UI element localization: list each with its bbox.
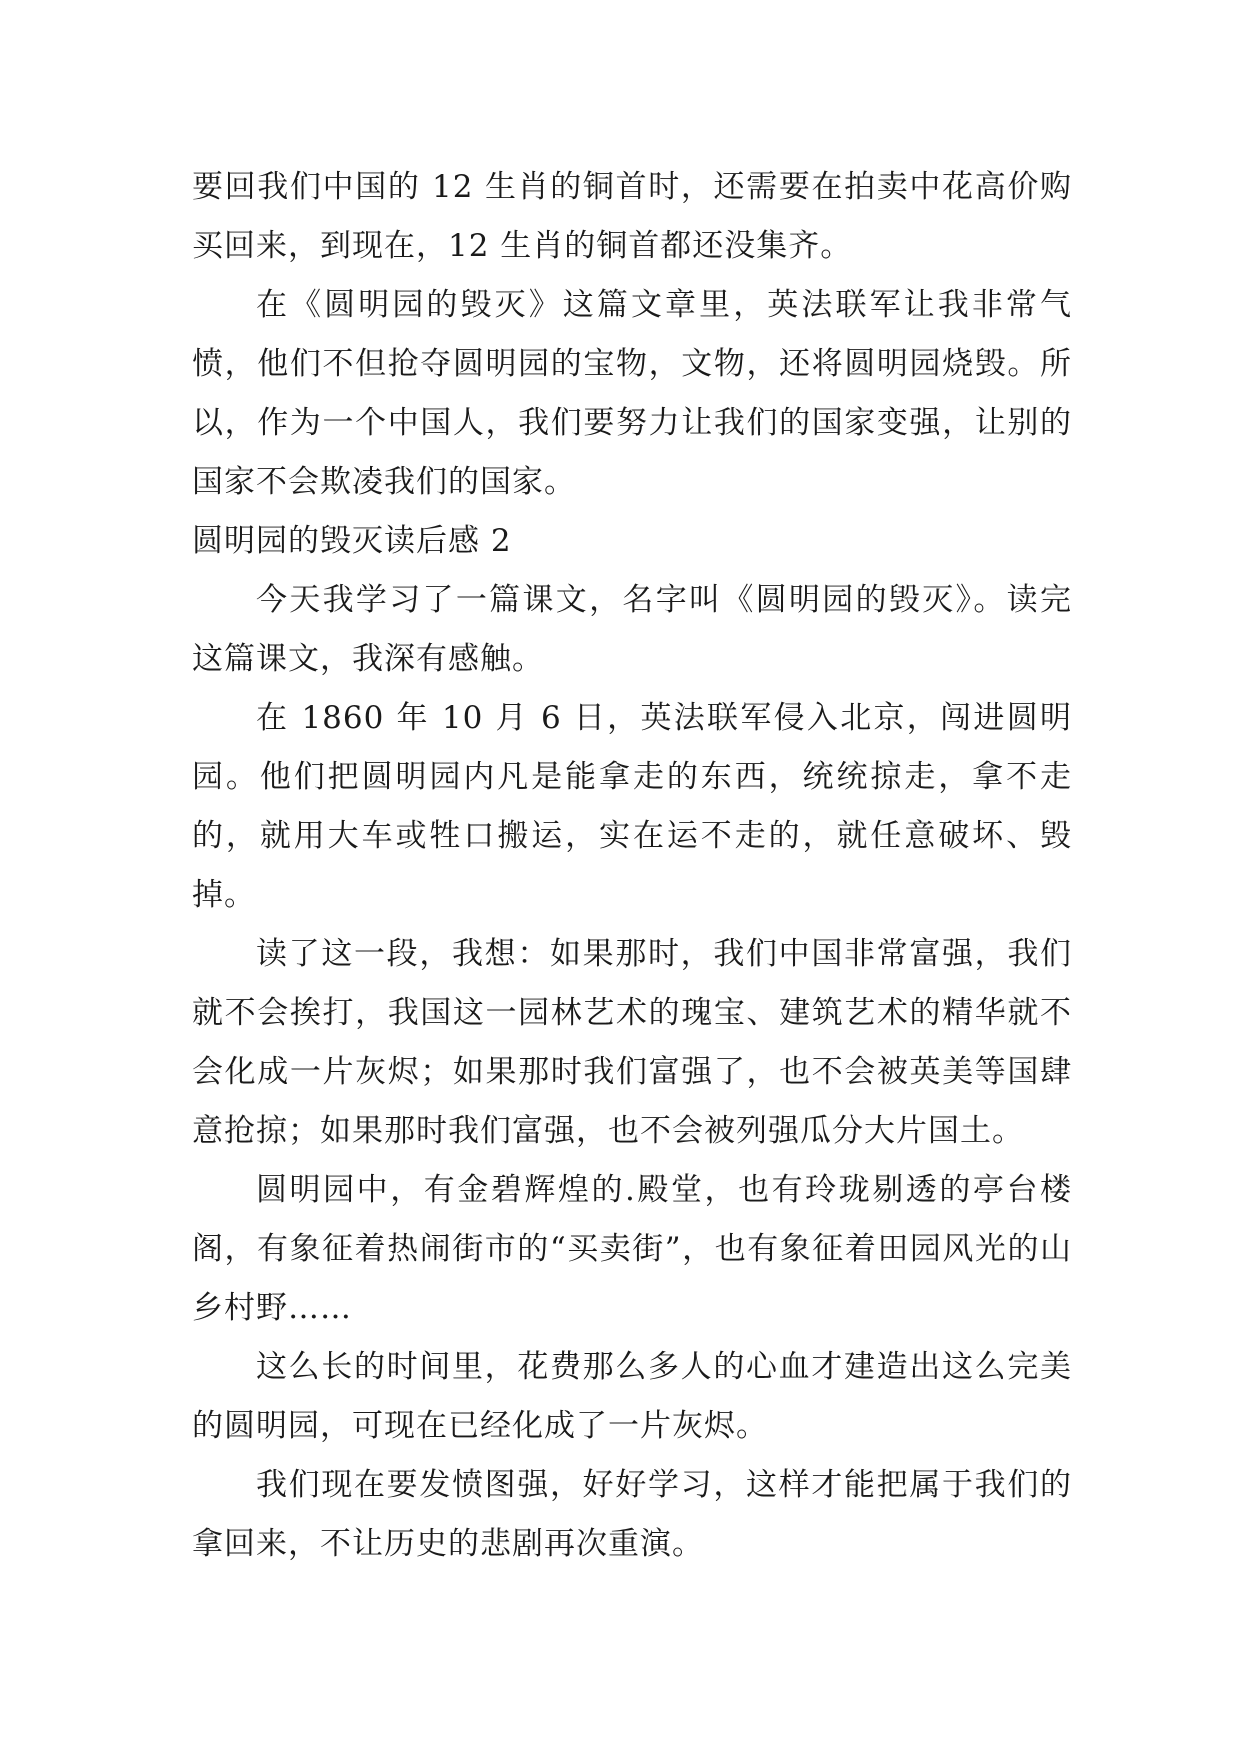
paragraph-continuation: 要回我们中国的 12 生肖的铜首时，还需要在拍卖中花高价购买回来，到现在，12 生肖的铜首都还没集齐。 (192, 169, 1072, 264)
paragraph: 在《圆明园的毁灭》这篇文章里，英法联军让我非常气愤，他们不但抢夺圆明园的宝物，文物，还将圆明园烧毁。所以，作为一个中国人，我们要努力让我们的国家变强，让别的国家不会欺凌我们的国家。 (192, 287, 1072, 500)
section-heading: 圆明园的毁灭读后感 2 (192, 523, 512, 559)
paragraph: 这么长的时间里，花费那么多人的心血才建造出这么完美的圆明园，可现在已经化成了一片灰烬。 (192, 1349, 1072, 1444)
paragraph: 读了这一段，我想：如果那时，我们中国非常富强，我们就不会挨打，我国这一园林艺术的瑰宝、建筑艺术的精华就不会化成一片灰烬；如果那时我们富强了，也不会被英美等国肆意抢掠；如果那时我们富强，也不会被列强瓜分大片国土。 (192, 936, 1072, 1149)
paragraph: 在 1860 年 10 月 6 日，英法联军侵入北京，闯进圆明园。他们把圆明园内凡是能拿走的东西，统统掠走，拿不走的，就用大车或牲口搬运，实在运不走的，就任意破坏、毁掉。 (192, 700, 1072, 913)
paragraph: 我们现在要发愤图强，好好学习，这样才能把属于我们的拿回来，不让历史的悲剧再次重演。 (192, 1467, 1072, 1562)
paragraph: 今天我学习了一篇课文，名字叫《圆明园的毁灭》。读完这篇课文，我深有感触。 (192, 582, 1072, 677)
paragraph: 圆明园中，有金碧辉煌的.殿堂，也有玲珑剔透的亭台楼阁，有象征着热闹街市的“买卖街”，也有象征着田园风光的山乡村野…… (192, 1172, 1072, 1326)
document-body (192, 158, 1072, 1574)
